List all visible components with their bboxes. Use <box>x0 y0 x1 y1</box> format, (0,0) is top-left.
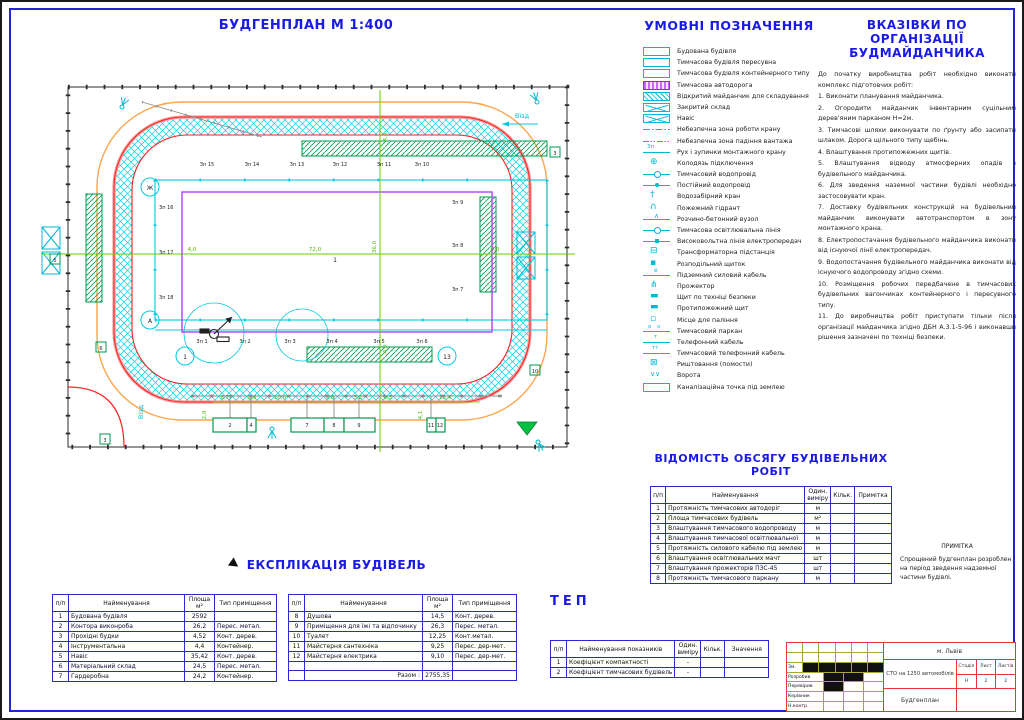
svg-text:8,5: 8,5 <box>383 395 393 401</box>
site-instructions <box>818 18 1016 345</box>
gate-symbol <box>517 422 537 435</box>
svg-text:Зп 5: Зп 5 <box>373 339 385 345</box>
temp-telephone-cable-icon <box>643 353 670 354</box>
legend-item: ⊕ Колодязь підключення <box>643 159 815 170</box>
connection-well-icon <box>643 159 670 168</box>
entry-labels <box>137 112 538 419</box>
project-name: СТО на 1250 автомобілів <box>884 660 957 688</box>
svg-text:5: 5 <box>53 258 57 264</box>
legend-item: ∧ Розчино-бетонний вузол <box>643 215 815 226</box>
crane-stops-icon <box>643 152 670 153</box>
instruction-item: 2. Огородити майданчик інвентарним суцільним дерев'яним парканом Н=2м. <box>818 104 1016 122</box>
legend-item: Тимчасова будівля контейнерного типу <box>643 69 815 80</box>
legend-item: Небезпечна зона падіння вантажа <box>643 137 815 148</box>
instruction-item: 11. До виробництва робіт приступати тільки після організації майданчика згідно ДБН А.3.1-5-96 і виконавши рішення зазначені по техніці безпеки. <box>818 313 1016 341</box>
svg-text:Зп 1: Зп 1 <box>196 339 208 345</box>
open-storage-icon <box>643 92 670 101</box>
svg-text:1: 1 <box>183 354 187 361</box>
temp-water-line-icon <box>643 174 670 175</box>
legend-item: Постійний водопровід <box>643 181 815 192</box>
legend-item: ∨∨ Ворота <box>643 371 815 382</box>
pointer-icon <box>228 557 241 570</box>
svg-text:Зп 15: Зп 15 <box>199 162 215 168</box>
legend-item: ▪ Розподільний щиток <box>643 260 815 271</box>
stage-sheet-grid: Стадія Лист Листів Н 2 2 <box>957 660 1015 688</box>
legend-item: Навіс <box>643 114 815 125</box>
svg-text:10,0: 10,0 <box>273 395 287 401</box>
svg-text:12: 12 <box>436 423 444 429</box>
existing-building-icon <box>643 47 670 56</box>
legend-item: Тимчасовий водопровід <box>643 170 815 181</box>
redacted-cell <box>824 673 844 682</box>
svg-text:5,2: 5,2 <box>353 395 363 401</box>
svg-text:Зп 6: Зп 6 <box>416 339 428 345</box>
axis-bubbles <box>141 178 456 365</box>
svg-text:Зп 3: Зп 3 <box>284 339 296 345</box>
expl-row: 12 Майстерня електрика 9,10 Перес. дер-мет. <box>289 652 517 662</box>
explication-right-table <box>288 594 517 681</box>
svg-text:10: 10 <box>531 369 539 375</box>
instructions-intro: До початку виробництва робіт необхідно виконати комплекс підготовчих робіт: <box>818 71 1016 89</box>
svg-text:Вїзд: Вїзд <box>137 404 145 420</box>
svg-text:2,6: 2,6 <box>247 395 257 401</box>
works-row: 8 Протяжність тимчасового паркану м <box>651 574 892 584</box>
legend-item: тт Тимчасовий телефонний кабель <box>643 349 815 360</box>
expl-row: 3 Прохідні будки 4,52 Конт. дерев. <box>53 632 277 642</box>
svg-text:2: 2 <box>228 423 232 429</box>
underground-cable-icon <box>643 275 670 276</box>
legend-item: e Підземний силовий кабель <box>643 271 815 282</box>
works-table <box>650 486 892 584</box>
exit-road <box>68 387 124 447</box>
note-body: Спрощений будгенплан розроблен на період зведення надземної частини будівлі. <box>900 556 1012 581</box>
legend-item: Закритий склад <box>643 103 815 114</box>
svg-text:Зп 12: Зп 12 <box>332 162 348 168</box>
load-fall-zone-icon <box>643 141 670 142</box>
legend-item: ▬ Протипожежний щит <box>643 304 815 315</box>
expl-row: 2 Контора виконроба 26,2 Перес. метал. <box>53 622 277 632</box>
expl-row: 8 Душова 14,5 Конт. дерев. <box>289 612 517 622</box>
svg-text:6: 6 <box>99 346 103 352</box>
document-name: Будгенплан <box>884 689 957 711</box>
svg-text:А: А <box>147 318 153 325</box>
legend-item: ∩ Пожежний гідрант <box>643 204 815 215</box>
works-row: 4 Влаштування тимчасової освітлювальної м <box>651 534 892 544</box>
legend-item: Тимчасова освітлювальна лінія <box>643 226 815 237</box>
explication-right <box>288 594 520 681</box>
expl-row: 4 Інструментальна 4,4 Контейнер. <box>53 642 277 652</box>
legend-item: Тимчасова автодорога <box>643 81 815 92</box>
redacted-cell <box>844 673 864 682</box>
svg-text:Зп 8: Зп 8 <box>452 243 464 249</box>
redacted-cell <box>819 663 835 672</box>
legend-item: † Водозабірний кран <box>643 192 815 203</box>
svg-text:4,0: 4,0 <box>383 132 389 142</box>
svg-text:7: 7 <box>305 423 309 429</box>
scaffolding-icon <box>643 360 670 369</box>
legend-item: Високовольтна лінія електропередач <box>643 237 815 248</box>
crane-danger-zone-icon <box>643 129 670 130</box>
svg-text:Зп 18: Зп 18 <box>159 295 174 301</box>
redacted-cell <box>836 663 852 672</box>
legend-item: Тимчасова будівля пересувна <box>643 58 815 69</box>
svg-text:Вїзд: Вїзд <box>514 112 530 120</box>
explication-left-table <box>52 594 277 682</box>
legend-item: Будована будівля <box>643 47 815 58</box>
expl-header-row: п/п Найменування Площа м² Тип приміщення <box>53 595 277 612</box>
title-block <box>786 642 1016 712</box>
works-volume-section <box>650 452 892 584</box>
canopy-icon <box>643 114 670 123</box>
svg-text:4: 4 <box>249 423 253 429</box>
instruction-item: 1. Виконати планування майданчика. <box>818 93 944 100</box>
legend-item: ▫ Місце для паління <box>643 316 815 327</box>
instruction-item: 8. Електропостачання будівельного майданчика виконати від існуючої лінії електропередач. <box>818 236 1016 254</box>
expl-row: 5 Навіс 35,42 Конт. дерев. <box>53 652 277 662</box>
svg-text:Зп 11: Зп 11 <box>376 162 392 168</box>
site-plan <box>40 57 577 467</box>
legend-item: ⋔ Прожектор <box>643 282 815 293</box>
svg-text:2,9: 2,9 <box>202 410 208 420</box>
instruction-item: 6. Для зведення наземної частини будівлі необхідно застосовувати кран. <box>818 182 1016 200</box>
instructions-body <box>818 70 1016 344</box>
svg-text:4,0: 4,0 <box>187 247 197 253</box>
expl-row: 7 Гардеробна 24,2 Контейнер. <box>53 672 277 682</box>
dimension-labels <box>188 132 500 419</box>
building-number: 1 <box>333 257 337 264</box>
title-block-main <box>884 643 1015 711</box>
tep-title: ТЕП <box>550 594 591 609</box>
svg-text:Зп 2: Зп 2 <box>239 339 251 345</box>
redacted-cell <box>852 663 868 672</box>
tep-table <box>550 640 769 678</box>
mobile-building-icon <box>643 58 670 67</box>
instruction-item: 7. Доставку будівельних конструкцій на будівельний майданчик виконувати автотранспортом в зону монтажного крана. <box>818 204 1016 232</box>
tower-crane-symbol <box>200 317 232 342</box>
legend-item: Зп Рух і зупинки монтажного крану <box>643 148 815 159</box>
svg-text:4,0: 4,0 <box>383 344 389 354</box>
expl-row: 1 Будована будівля 2592 <box>53 612 277 622</box>
building-outline <box>182 192 492 332</box>
revision-strip: Зм. <box>787 663 883 673</box>
explication-title: ЕКСПЛІКАЦІЯ БУДІВЕЛЬ <box>198 558 458 572</box>
tep-header-row: п/п Найменування показників Один. виміру Кільк. Значення <box>551 641 769 658</box>
works-row: 6 Влаштування освітлювальних мачт шт <box>651 554 892 564</box>
svg-text:8,7: 8,7 <box>220 395 230 401</box>
transformer-substation-icon <box>643 248 670 257</box>
floodlight-icon <box>643 282 670 291</box>
svg-text:72,0: 72,0 <box>308 247 322 253</box>
svg-text:Зп 7: Зп 7 <box>452 287 464 293</box>
svg-text:Зп 14: Зп 14 <box>244 162 260 168</box>
safety-board-icon <box>643 293 670 302</box>
temporary-road-icon <box>643 81 670 90</box>
tep-row: 2 Коефіцієнт тимчасових будівель - <box>551 668 769 678</box>
redacted-cell <box>803 663 819 672</box>
explication-left <box>52 594 280 682</box>
note-block <box>900 542 1014 582</box>
approval-cell <box>957 689 1015 711</box>
expl-row: 9 Приміщення для їжі та відпочинку 26,3 Перес. метал. <box>289 622 517 632</box>
svg-text:Зп 9: Зп 9 <box>452 200 464 206</box>
legend-item: ⊠ Риштовання (помости) <box>643 360 815 371</box>
legend-item: Небезпечна зона роботи крану <box>643 125 815 136</box>
telephone-cable-icon <box>643 342 670 343</box>
water-tap-icon <box>643 192 670 201</box>
legend-title: УМОВНІ ПОЗНАЧЕННЯ <box>644 18 814 33</box>
legend-item: т Телефонний кабель <box>643 338 815 349</box>
sewer-point-icon <box>643 383 670 392</box>
works-row: 1 Протяжність тимчасових автодоріг м <box>651 504 892 514</box>
temp-lighting-line-icon <box>643 230 670 231</box>
instruction-item: 3. Тимчасові шляхи виконувати по ґрунту або засипати шлаком. Дорога щільного типу щебінь. <box>818 126 1016 144</box>
legend-item: Відкритий майданчик для складування <box>643 92 815 103</box>
svg-text:13: 13 <box>443 354 451 361</box>
legend-item: o o Тимчасовий паркан <box>643 327 815 338</box>
expl-row: 10 Туалет 12,25 Конт.метал. <box>289 632 517 642</box>
temp-fence-icon <box>643 331 670 332</box>
svg-text:11: 11 <box>427 423 435 429</box>
container-building-icon <box>643 69 670 78</box>
gates-icon <box>643 371 670 380</box>
note-title: ПРИМІТКА <box>941 543 973 550</box>
tep-row: 1 Коефіцієнт компактності - <box>551 658 769 668</box>
svg-text:9,8: 9,8 <box>325 395 335 401</box>
permanent-water-line-icon <box>643 185 670 186</box>
works-row: 2 Площа тимчасових будівель м² <box>651 514 892 524</box>
redacted-cell <box>868 663 883 672</box>
svg-text:9: 9 <box>357 423 361 429</box>
instructions-title: ВКАЗІВКИ ПО ОРГАНІЗАЦІЇ БУДМАЙДАНЧИКА <box>849 18 985 60</box>
svg-text:3: 3 <box>103 438 107 444</box>
legend-item: ▬ Щит по техніці безпеки <box>643 293 815 304</box>
power-line-icon <box>643 241 670 242</box>
svg-text:Зп 16: Зп 16 <box>159 205 174 211</box>
instruction-item: 5. Влаштування відводу атмосферних опадів з будівельного майданчика. <box>818 160 1016 178</box>
svg-text:Зп 17: Зп 17 <box>159 250 174 256</box>
works-row: 7 Влаштування прожекторів ПЗС-45 шт <box>651 564 892 574</box>
instruction-item: 9. Водопостачання будівельного майданчика виконати від існуючого водопроводу згідно схеми. <box>818 258 1016 276</box>
svg-text:Зп 10: Зп 10 <box>414 162 430 168</box>
fire-board-icon <box>643 304 670 313</box>
expl-row: 11 Майстерня сантехніка 9,25 Перес. дер-мет. <box>289 642 517 652</box>
expl-row: 6 Матеріальний склад 24,5 Перес. метал. <box>53 662 277 672</box>
svg-text:8: 8 <box>332 423 336 429</box>
instruction-item: 10. Розміщення робочих передбачене в тимчасових будівельних вагончиках контейнерного і пересувного типу. <box>818 280 1016 309</box>
mortar-unit-icon <box>643 219 670 220</box>
legend-list <box>643 47 815 394</box>
svg-text:Зп 4: Зп 4 <box>326 339 338 345</box>
city-label: м. Львів <box>884 643 1015 660</box>
plan-title: БУДГЕНПЛАН М 1:400 <box>218 18 394 33</box>
svg-text:Ж: Ж <box>146 185 154 192</box>
closed-storage-icon <box>643 103 670 112</box>
svg-text:3: 3 <box>553 151 557 157</box>
works-row: 3 Влаштування тимчасового водопроводу м <box>651 524 892 534</box>
works-row: 5 Протяжність силового кабелю під землею м <box>651 544 892 554</box>
legend-item: ⊟ Трансформаторна підстанція <box>643 248 815 259</box>
works-header-row: п/п Найменування Один. виміру Кільк. Примітка <box>651 487 892 504</box>
expl-header-row: п/п Найменування Площа м² Тип приміщення <box>289 595 517 612</box>
svg-text:36,0: 36,0 <box>372 240 378 254</box>
tep-section <box>550 640 772 678</box>
legend-item: Каналізаційна точка під землею <box>643 383 815 394</box>
legend <box>643 18 815 394</box>
svg-text:15,4: 15,4 <box>438 395 452 401</box>
expl-total-row: Разом : 2755,35 <box>289 671 517 681</box>
instruction-item: 4. Влаштування протипожежних щитів. <box>818 148 951 156</box>
title-block-signatures: Зм. Розробив Перевірив Керівник Н.контр. <box>787 643 884 711</box>
redacted-cell <box>824 682 844 691</box>
expl-empty-row <box>289 662 517 671</box>
svg-text:4,1: 4,1 <box>418 410 424 420</box>
svg-text:Зп 13: Зп 13 <box>289 162 305 168</box>
works-title: ВІДОМІСТЬ ОБСЯГУ БУДІВЕЛЬНИХ РОБІТ <box>654 452 888 478</box>
svg-text:4,0: 4,0 <box>490 247 500 253</box>
